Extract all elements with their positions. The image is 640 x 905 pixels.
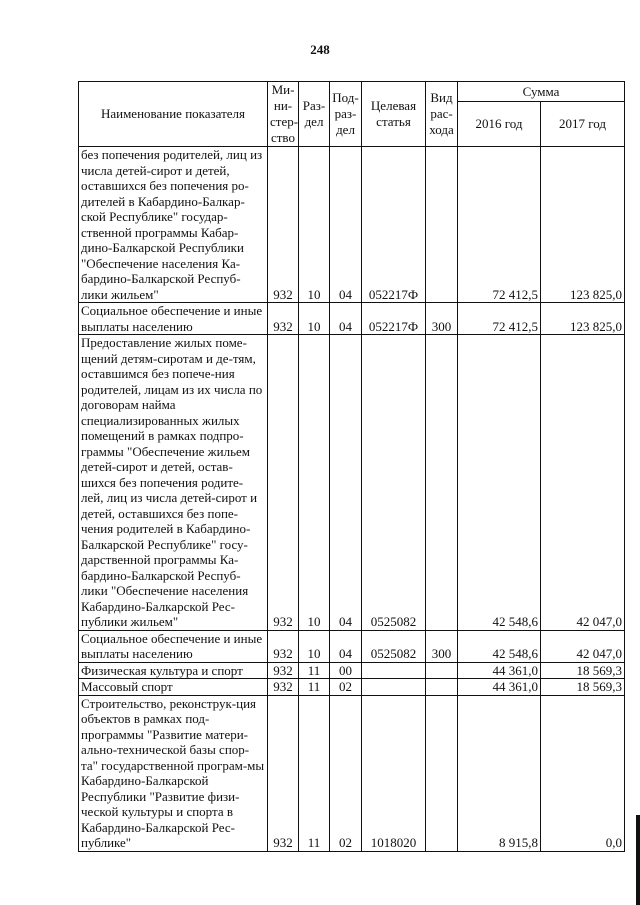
table-row — [79, 662, 625, 679]
row-target: 0525082 — [362, 630, 426, 662]
row-sum-2016: 72 412,5 — [458, 303, 541, 335]
table-row — [79, 679, 625, 696]
row-name: Социальное обеспечение и иные выплаты населению — [79, 630, 268, 662]
header-year-2016: 2016 год — [458, 102, 541, 147]
row-expense: 300 — [426, 303, 458, 335]
row-target: 052217Ф — [362, 147, 426, 303]
header-section: Раз- дел — [299, 82, 330, 147]
table-row — [79, 695, 625, 851]
row-expense — [426, 147, 458, 303]
budget-table — [78, 81, 625, 852]
header-expense: Вид рас- хода — [426, 82, 458, 147]
scan-edge-mark — [636, 815, 640, 905]
row-expense — [426, 695, 458, 851]
row-name: Социальное обеспечение и иные выплаты населению — [79, 303, 268, 335]
row-sum-2017: 123 825,0 — [541, 303, 625, 335]
row-target — [362, 662, 426, 679]
row-subsection: 02 — [330, 695, 362, 851]
row-section: 11 — [299, 662, 330, 679]
row-expense — [426, 335, 458, 631]
table-row — [79, 147, 625, 303]
row-expense — [426, 679, 458, 696]
table-header — [79, 82, 625, 147]
row-subsection: 00 — [330, 662, 362, 679]
row-sum-2016: 42 548,6 — [458, 630, 541, 662]
row-subsection: 02 — [330, 679, 362, 696]
row-ministry: 932 — [268, 303, 299, 335]
row-subsection: 04 — [330, 303, 362, 335]
row-target: 052217Ф — [362, 303, 426, 335]
header-subsection: Под- раз- дел — [330, 82, 362, 147]
header-sum: Сумма — [458, 82, 625, 102]
header-name: Наименование показателя — [79, 82, 268, 147]
header-target: Целевая статья — [362, 82, 426, 147]
row-sum-2016: 44 361,0 — [458, 679, 541, 696]
header-ministry: Ми- ни- стер- ство — [268, 82, 299, 147]
row-section: 10 — [299, 630, 330, 662]
row-expense: 300 — [426, 630, 458, 662]
row-sum-2017: 123 825,0 — [541, 147, 625, 303]
row-target — [362, 679, 426, 696]
row-name: Предоставление жилых поме-щений детям-сиротам и де-тям, оставшимся без попече-ния родителей, лицам из их числа по договорам найма специализированных жилых помещений в рамках подпро-граммы "Обеспечение жильем детей-сирот и детей, остав-шихся без попечения родите-лей, лиц из числа детей-сирот и детей, оставшихся без попе-чения родителей в Кабардино-Балкарской Республике" госу-дарственной программы Ка-бардино-Балкарской Респуб-лики "Обеспечение населения Кабардино-Балкарской Рес-публики жильем" — [79, 335, 268, 631]
row-sum-2016: 44 361,0 — [458, 662, 541, 679]
row-name: Массовый спорт — [79, 679, 268, 696]
row-sum-2017: 18 569,3 — [541, 679, 625, 696]
row-subsection: 04 — [330, 630, 362, 662]
row-ministry: 932 — [268, 679, 299, 696]
page-number: 248 — [310, 42, 330, 57]
row-section: 10 — [299, 303, 330, 335]
row-sum-2016: 42 548,6 — [458, 335, 541, 631]
row-sum-2017: 18 569,3 — [541, 662, 625, 679]
header-year-2017: 2017 год — [541, 102, 625, 147]
row-target: 0525082 — [362, 335, 426, 631]
row-ministry: 932 — [268, 695, 299, 851]
row-ministry: 932 — [268, 147, 299, 303]
table-row — [79, 335, 625, 631]
row-sum-2017: 0,0 — [541, 695, 625, 851]
row-subsection: 04 — [330, 147, 362, 303]
row-ministry: 932 — [268, 630, 299, 662]
row-ministry: 932 — [268, 335, 299, 631]
row-name: Строительство, реконструк-ция объектов в рамках под-программы "Развитие матери-ально-технической базы спор-та" государственной програм-мы Кабардино-Балкарской Республики "Развитие физи-ческой культуры и спорта в Кабардино-Балкарской Рес-публике" — [79, 695, 268, 851]
row-sum-2016: 8 915,8 — [458, 695, 541, 851]
row-name: Физическая культура и спорт — [79, 662, 268, 679]
table-row — [79, 630, 625, 662]
row-sum-2017: 42 047,0 — [541, 630, 625, 662]
row-sum-2016: 72 412,5 — [458, 147, 541, 303]
row-name: без попечения родителей, лиц из числа детей-сирот и детей, оставшихся без попечения ро-дителей в Кабардино-Балкар-ской Республике" государ-ственной программы Кабар-дино-Балкарской Республики "Обеспечение населения Ка-бардино-Балкарской Респуб-лики жильем" — [79, 147, 268, 303]
row-expense — [426, 662, 458, 679]
table-row — [79, 303, 625, 335]
row-section: 11 — [299, 679, 330, 696]
row-ministry: 932 — [268, 662, 299, 679]
row-sum-2017: 42 047,0 — [541, 335, 625, 631]
row-section: 11 — [299, 695, 330, 851]
table-body — [79, 147, 625, 852]
row-section: 10 — [299, 147, 330, 303]
row-target: 1018020 — [362, 695, 426, 851]
row-subsection: 04 — [330, 335, 362, 631]
row-section: 10 — [299, 335, 330, 631]
